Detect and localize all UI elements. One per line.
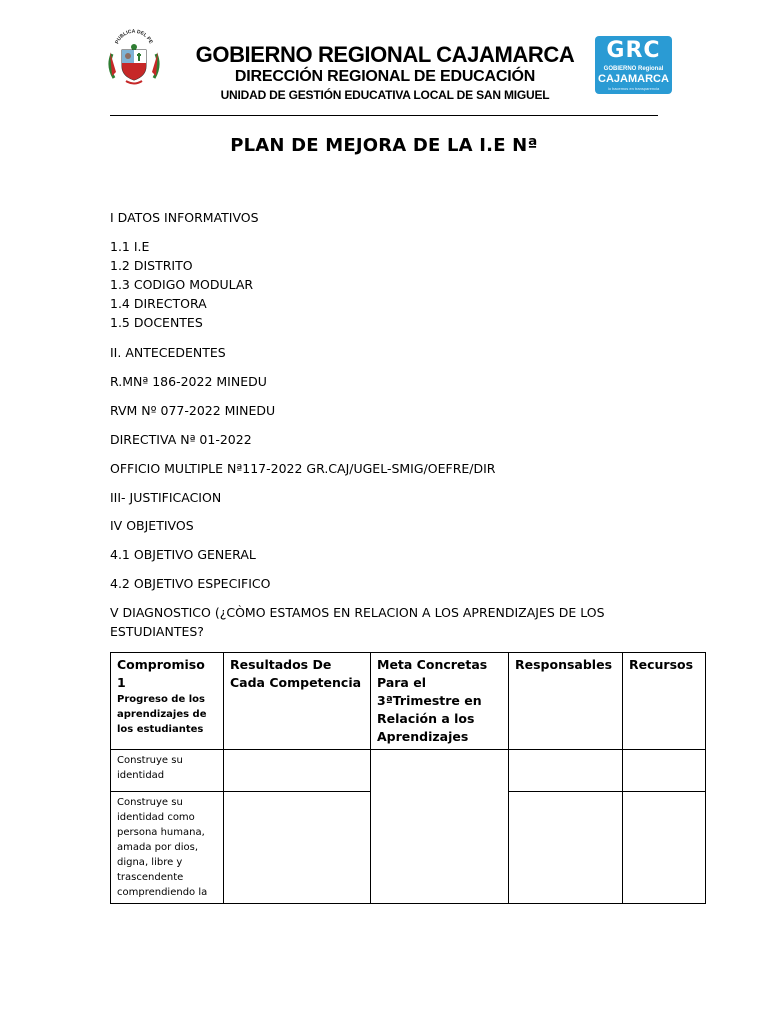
header-cell-responsables: Responsables [509,653,623,750]
antecedente-oficio: OFFICIO MULTIPLE Nª117-2022 GR.CAJ/UGEL-SMIG/OEFRE/DIR [110,461,496,476]
section-diagnostico-line1: V DIAGNOSTICO (¿CÒMO ESTAMOS EN RELACION A LOS APRENDIZAJES DE LOS [110,605,605,620]
crest-caption: PUBLICA DEL PE [114,28,154,45]
header-cell-meta: Meta Concretas Para el 3ªTrimestre en Relación a los Aprendizajes [371,653,509,750]
antecedente-rvm: RVM Nº 077-2022 MINEDU [110,403,276,418]
compromiso-subheading: Progreso de los aprendizajes de los estudiantes [117,694,207,735]
document-title: PLAN DE MEJORA DE LA I.E Nª [230,135,538,156]
field-distrito: 1.2 DISTRITO [110,258,193,273]
objetivo-especifico: 4.2 OBJETIVO ESPECIFICO [110,576,271,591]
antecedente-rm: R.MNª 186-2022 MINEDU [110,374,267,389]
section-justificacion: III- JUSTIFICACION [110,490,222,505]
empty-cell[interactable] [509,792,623,904]
section-datos-informativos: I DATOS INFORMATIVOS [110,210,259,225]
grc-logo-mark: GRC [606,38,661,63]
objetivo-general: 4.1 OBJETIVO GENERAL [110,547,256,562]
antecedente-directiva: DIRECTIVA Nª 01-2022 [110,432,252,447]
grc-logo-tagline: lo hacemos en transparencia [607,86,660,91]
header-divider [110,115,658,116]
empty-cell[interactable] [623,792,706,904]
header-title: GOBIERNO REGIONAL CAJAMARCA [195,42,575,67]
competencia-cell[interactable]: Construye su identidad como persona humana, amada por dios, digna, libre y trascendente comprendiendo la [111,792,224,904]
field-codigo-modular: 1.3 CODIGO MODULAR [110,277,254,292]
grc-logo-line1: GOBIERNO Regional [603,66,664,72]
diagnostic-table [110,652,706,904]
section-objetivos: IV OBJETIVOS [110,518,194,533]
field-ie: 1.1 I.E [110,239,150,254]
grc-logo-line2: CAJAMARCA [598,73,669,85]
empty-cell[interactable] [224,750,371,792]
section-antecedentes: II. ANTECEDENTES [110,345,226,360]
header-cell-compromiso [111,653,224,750]
field-directora: 1.4 DIRECTORA [110,296,207,311]
empty-cell[interactable] [623,750,706,792]
header-cell-recursos: Recursos [623,653,706,750]
peru-coat-of-arms-icon [104,26,164,88]
svg-text:REPUBLICA DEL PERU [104,26,154,45]
table-header-row [111,653,706,750]
grc-logo [595,36,672,94]
header-subtitle: DIRECCIÓN REGIONAL DE EDUCACIÓN [234,68,536,85]
compromiso-heading: Compromiso 1 [117,657,205,690]
table-row [111,750,706,792]
meta-merged-cell[interactable] [371,750,509,904]
competencia-cell[interactable]: Construye su identidad [111,750,224,792]
empty-cell[interactable] [509,750,623,792]
field-docentes: 1.5 DOCENTES [110,315,203,330]
header-unit: UNIDAD DE GESTIÓN EDUCATIVA LOCAL DE SAN MIGUEL [220,88,550,102]
empty-cell[interactable] [224,792,371,904]
section-diagnostico-line2: ESTUDIANTES? [110,624,204,639]
header-cell-resultados: Resultados De Cada Competencia [224,653,371,750]
